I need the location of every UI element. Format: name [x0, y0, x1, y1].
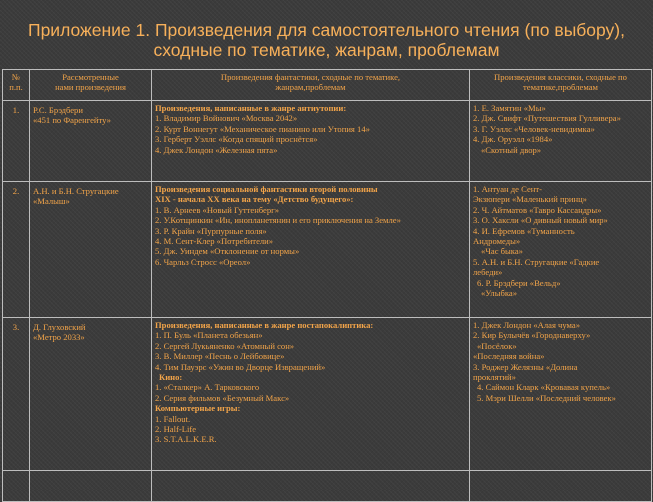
list-item: 3. Г. Уэллс «Человек-невидимка» — [473, 123, 595, 134]
read-work: Д. Глуховский «Метро 2033» — [30, 318, 152, 471]
fantasy-heading: Произведения социальной фантастики второй половины — [155, 184, 378, 194]
list-item: 3. Р. Крайн «Пурпурные поля» — [155, 225, 267, 236]
classic-works — [470, 101, 652, 182]
empty-cell — [152, 471, 470, 502]
list-item: 2. Half-Life — [155, 424, 197, 435]
header-classic: Произведения классики, сходные по тематике,проблемам — [470, 70, 652, 101]
list-item: лебеди» — [473, 267, 503, 278]
list-item: 1. Fallout. — [155, 413, 191, 424]
list-item: 4. Саймон Кларк «Кровавая купель» — [477, 382, 611, 393]
list-item: 5. Дж. Уиндем «Отклонение от нормы» — [155, 246, 300, 257]
list-item: 2. Ч. Айтматов «Тавро Кассандры» — [473, 204, 602, 215]
list-item: 1. Владимир Войнович «Москва 2042» — [155, 113, 298, 124]
row-number: 2. — [3, 182, 30, 318]
list-item: «Последняя война» — [473, 351, 545, 362]
list-item: 4. Дж. Оруэлл «1984» — [473, 134, 553, 145]
list-item: проклятий» — [473, 372, 516, 383]
games-heading: Компьютерные игры: — [155, 403, 241, 414]
list-item: 1. Антуан де Сент- — [473, 184, 542, 194]
row-number: 3. — [3, 318, 30, 471]
list-item: 2. Курт Воннегут «Механическое пианино или Утопия 14» — [155, 123, 370, 134]
empty-row — [3, 471, 652, 502]
read-work: А.Н. и Б.Н. Стругацкие «Малыш» — [30, 182, 152, 318]
header-num: № п.п. — [3, 70, 30, 101]
classic-works — [470, 182, 652, 318]
fantasy-works — [152, 318, 470, 471]
list-item: «Улыбка» — [481, 288, 518, 299]
list-item: 5. А.Н. и Б.Н. Стругацкие «Гадкие — [473, 256, 600, 267]
classic-works — [470, 318, 652, 471]
list-item: 4. Джек Лондон «Железная пята» — [155, 144, 278, 155]
table-row — [3, 101, 652, 182]
list-item: 3. Герберт Уэллс «Когда спящий проснётся» — [155, 134, 318, 145]
list-item: 1. В. Арнеев «Новый Гуттенберг» — [155, 204, 279, 215]
list-item: 6. Чарльз Стросс «Ореол» — [155, 256, 251, 267]
list-item: 3. В. Миллер «Песнь о Лейбовице» — [155, 351, 285, 362]
list-item: 4. И. Ефремов «Туманность — [473, 225, 575, 236]
fantasy-works — [152, 182, 470, 318]
list-item: 2. Дж. Свифт «Путешествия Гулливера» — [473, 113, 621, 124]
list-item: 1. П. Буль «Планета обезьян» — [155, 330, 263, 341]
empty-cell — [3, 471, 30, 502]
fantasy-heading: Произведения, написанные в жанре антиутопии: — [155, 103, 347, 113]
read-work: Р.С. Брэдбери «451 по Фаренгейту» — [30, 101, 152, 182]
header-fantasy: Произведения фантастики, сходные по тематике, жанрам,проблемам — [152, 70, 470, 101]
list-item: «Скотный двор» — [481, 144, 542, 155]
list-item: Андромеды» — [473, 236, 521, 247]
list-item: 4. М. Сент-Клер «Потребители» — [155, 236, 274, 247]
list-item: 2. Кир Булычёв «Городнаверху» — [473, 330, 591, 341]
list-item: 1. Джек Лондон «Алая чума» — [473, 320, 581, 330]
list-item: 2. Серия фильмов «Безумный Макс» — [155, 392, 290, 403]
header-read-works: Рассмотренные нами произведения — [30, 70, 152, 101]
empty-cell — [30, 471, 152, 502]
works-table — [2, 69, 652, 502]
list-item: 1. «Сталкер» А. Тарковского — [155, 382, 260, 393]
list-item: 2. У.Котщинкин «Ин, инопланетянин и его приключения на Земле» — [155, 215, 401, 226]
list-item: 2. Сергей Лукьяненко «Атомный сон» — [155, 340, 295, 351]
row-number: 1. — [3, 101, 30, 182]
title-line-2: сходные по тематике, жанрам, проблемам — [153, 40, 500, 60]
list-item: 3. Роджер Желязны «Долина — [473, 361, 578, 372]
fantasy-heading: XIX - начала XX века на тему «Детство будущего»: — [155, 194, 354, 205]
list-item: 3. S.T.A.L.K.E.R. — [155, 434, 217, 445]
list-item: «Посёлок» — [477, 340, 517, 351]
page-title — [0, 20, 653, 60]
list-item: 5. Мэри Шелли «Последний человек» — [477, 392, 616, 403]
fantasy-heading: Произведения, написанные в жанре постапокалиптика: — [155, 320, 374, 330]
title-line-1: Приложение 1. Произведения для самостоятельного чтения (по выбору), — [28, 20, 625, 40]
list-item: 1. Е. Замятин «Мы» — [473, 103, 546, 113]
list-item: Экзюпери «Маленький принц» — [473, 194, 587, 205]
table-row — [3, 318, 652, 471]
header-row — [3, 70, 652, 101]
fantasy-works — [152, 101, 470, 182]
kino-heading: Кино: — [159, 372, 183, 383]
list-item: 4. Тим Пауэрс «Ужин во Дворце Извращений» — [155, 361, 326, 372]
list-item: 3. О. Хаксли «О дивный новый мир» — [473, 215, 608, 226]
table-row — [3, 182, 652, 318]
list-item: «Час быка» — [481, 246, 523, 257]
empty-cell — [470, 471, 652, 502]
list-item: 6. Р. Брэдбери «Вельд» — [477, 277, 561, 288]
